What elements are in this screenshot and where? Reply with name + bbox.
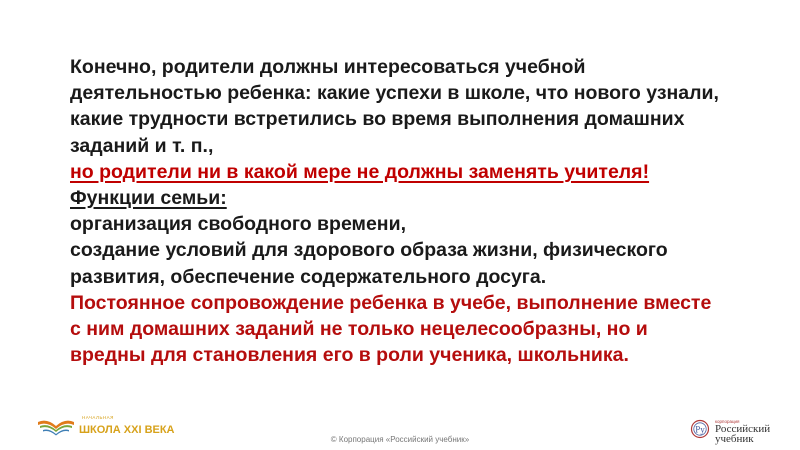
- publisher-logo: [690, 419, 770, 444]
- text-line: создание условий для здорового образа жизни, физического: [70, 239, 668, 262]
- text-line: какие трудности встретились во время выполнения домашних: [70, 108, 685, 131]
- text-line: организация свободного времени,: [70, 213, 406, 236]
- copyright-text: © Корпорация «Российский учебник»: [330, 435, 470, 444]
- school-logo-text: ШКОЛА XXI ВЕКА: [79, 423, 175, 436]
- school-logo-caption: НАЧАЛЬНАЯ: [82, 415, 114, 420]
- section-heading: Функции семьи:: [70, 187, 227, 210]
- text-line: Конечно, родители должны интересоваться учебной: [70, 56, 586, 78]
- svg-text:Ру: Ру: [695, 424, 705, 435]
- publisher-wordmark: корпорация Российский учебник: [715, 419, 771, 445]
- slide-body-text: [70, 54, 760, 368]
- text-line: деятельностью ребенка: какие успехи в школе, что нового узнали,: [70, 82, 719, 105]
- warning-line: но родители ни в какой мере не должны заменять учителя!: [70, 160, 650, 183]
- publisher-emblem-icon: [690, 419, 710, 444]
- emphasis-line: с ним домашних заданий не только нецелесообразны, но и: [70, 318, 648, 341]
- text-line: заданий и т. п.,: [70, 134, 214, 157]
- emphasis-line: вредны для становления его в роли ученика, школьника.: [70, 344, 629, 367]
- text-line: развития, обеспечение содержательного досуга.: [70, 265, 547, 288]
- emphasis-line: Постоянное сопровождение ребенка в учебе, выполнение вместе: [70, 291, 712, 314]
